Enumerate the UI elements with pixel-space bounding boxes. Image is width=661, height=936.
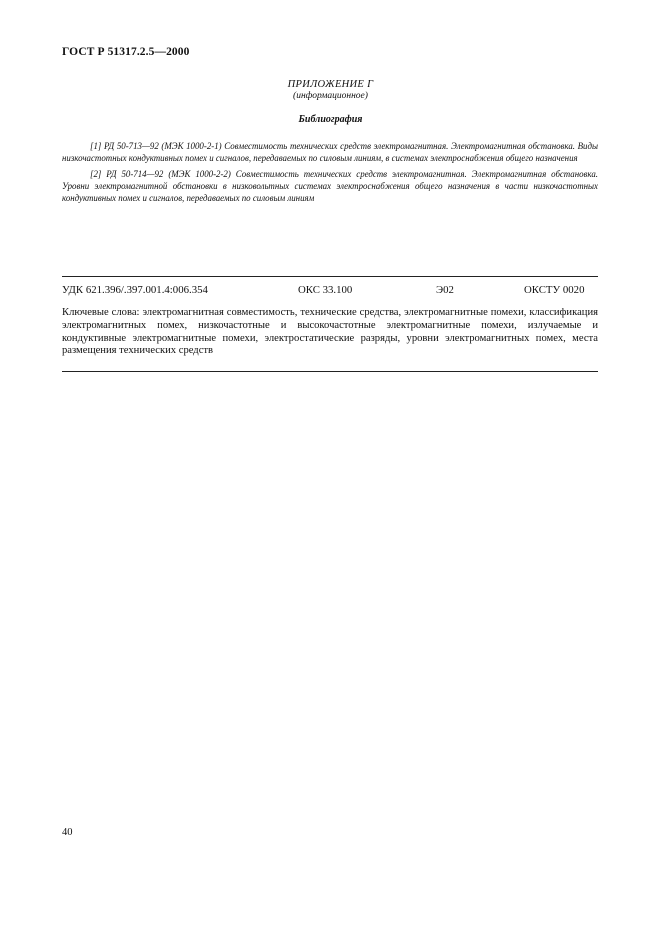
bibliography-entry: [2] РД 50-714—92 (МЭК 1000-2-2) Совместимость технических средств электромагнитная. Электромагнитная обстановка. Уровни электромагнитной обстановки в низковольтных системах электроснабжения общего назначения в части низкочастотных кондуктивных помех и сигналов, передаваемых по силовым линиям bbox=[62, 168, 598, 204]
document-header: ГОСТ Р 51317.2.5—2000 bbox=[62, 46, 190, 58]
oks-code: ОКС 33.100 bbox=[298, 284, 353, 296]
bibliography-list bbox=[62, 140, 598, 207]
keywords-paragraph: Ключевые слова: электромагнитная совместимость, технические средства, электромагнитные помехи, классификация электромагнитных помех, низкочастотные и высокочастотные электромагнитные помехи, излучаемые и кондуктивные электромагнитные помехи, электростатические разряды, уровни электромагнитных помех, места размещения технических средств bbox=[62, 307, 598, 357]
bibliography-heading: Библиография bbox=[298, 114, 363, 125]
udk-code: УДК 621.396/.397.001.4:006.354 bbox=[62, 284, 208, 296]
divider bbox=[62, 276, 598, 277]
bibliography-entry: [1] РД 50-713—92 (МЭК 1000-2-1) Совместимость технических средств электромагнитная. Электромагнитная обстановка. Виды низкочастотных кондуктивных помех и сигналов, передаваемых по силовым линиям, в системах электроснабжения общего назначения bbox=[62, 141, 598, 164]
okstu-code: ОКСТУ 0020 bbox=[524, 284, 585, 296]
appendix-title: ПРИЛОЖЕНИЕ Г bbox=[287, 79, 374, 90]
divider bbox=[62, 371, 598, 372]
classification-row bbox=[62, 284, 598, 298]
appendix-note: (информационное) bbox=[293, 91, 368, 101]
page-number: 40 bbox=[62, 827, 73, 838]
e-code: Э02 bbox=[436, 284, 454, 296]
